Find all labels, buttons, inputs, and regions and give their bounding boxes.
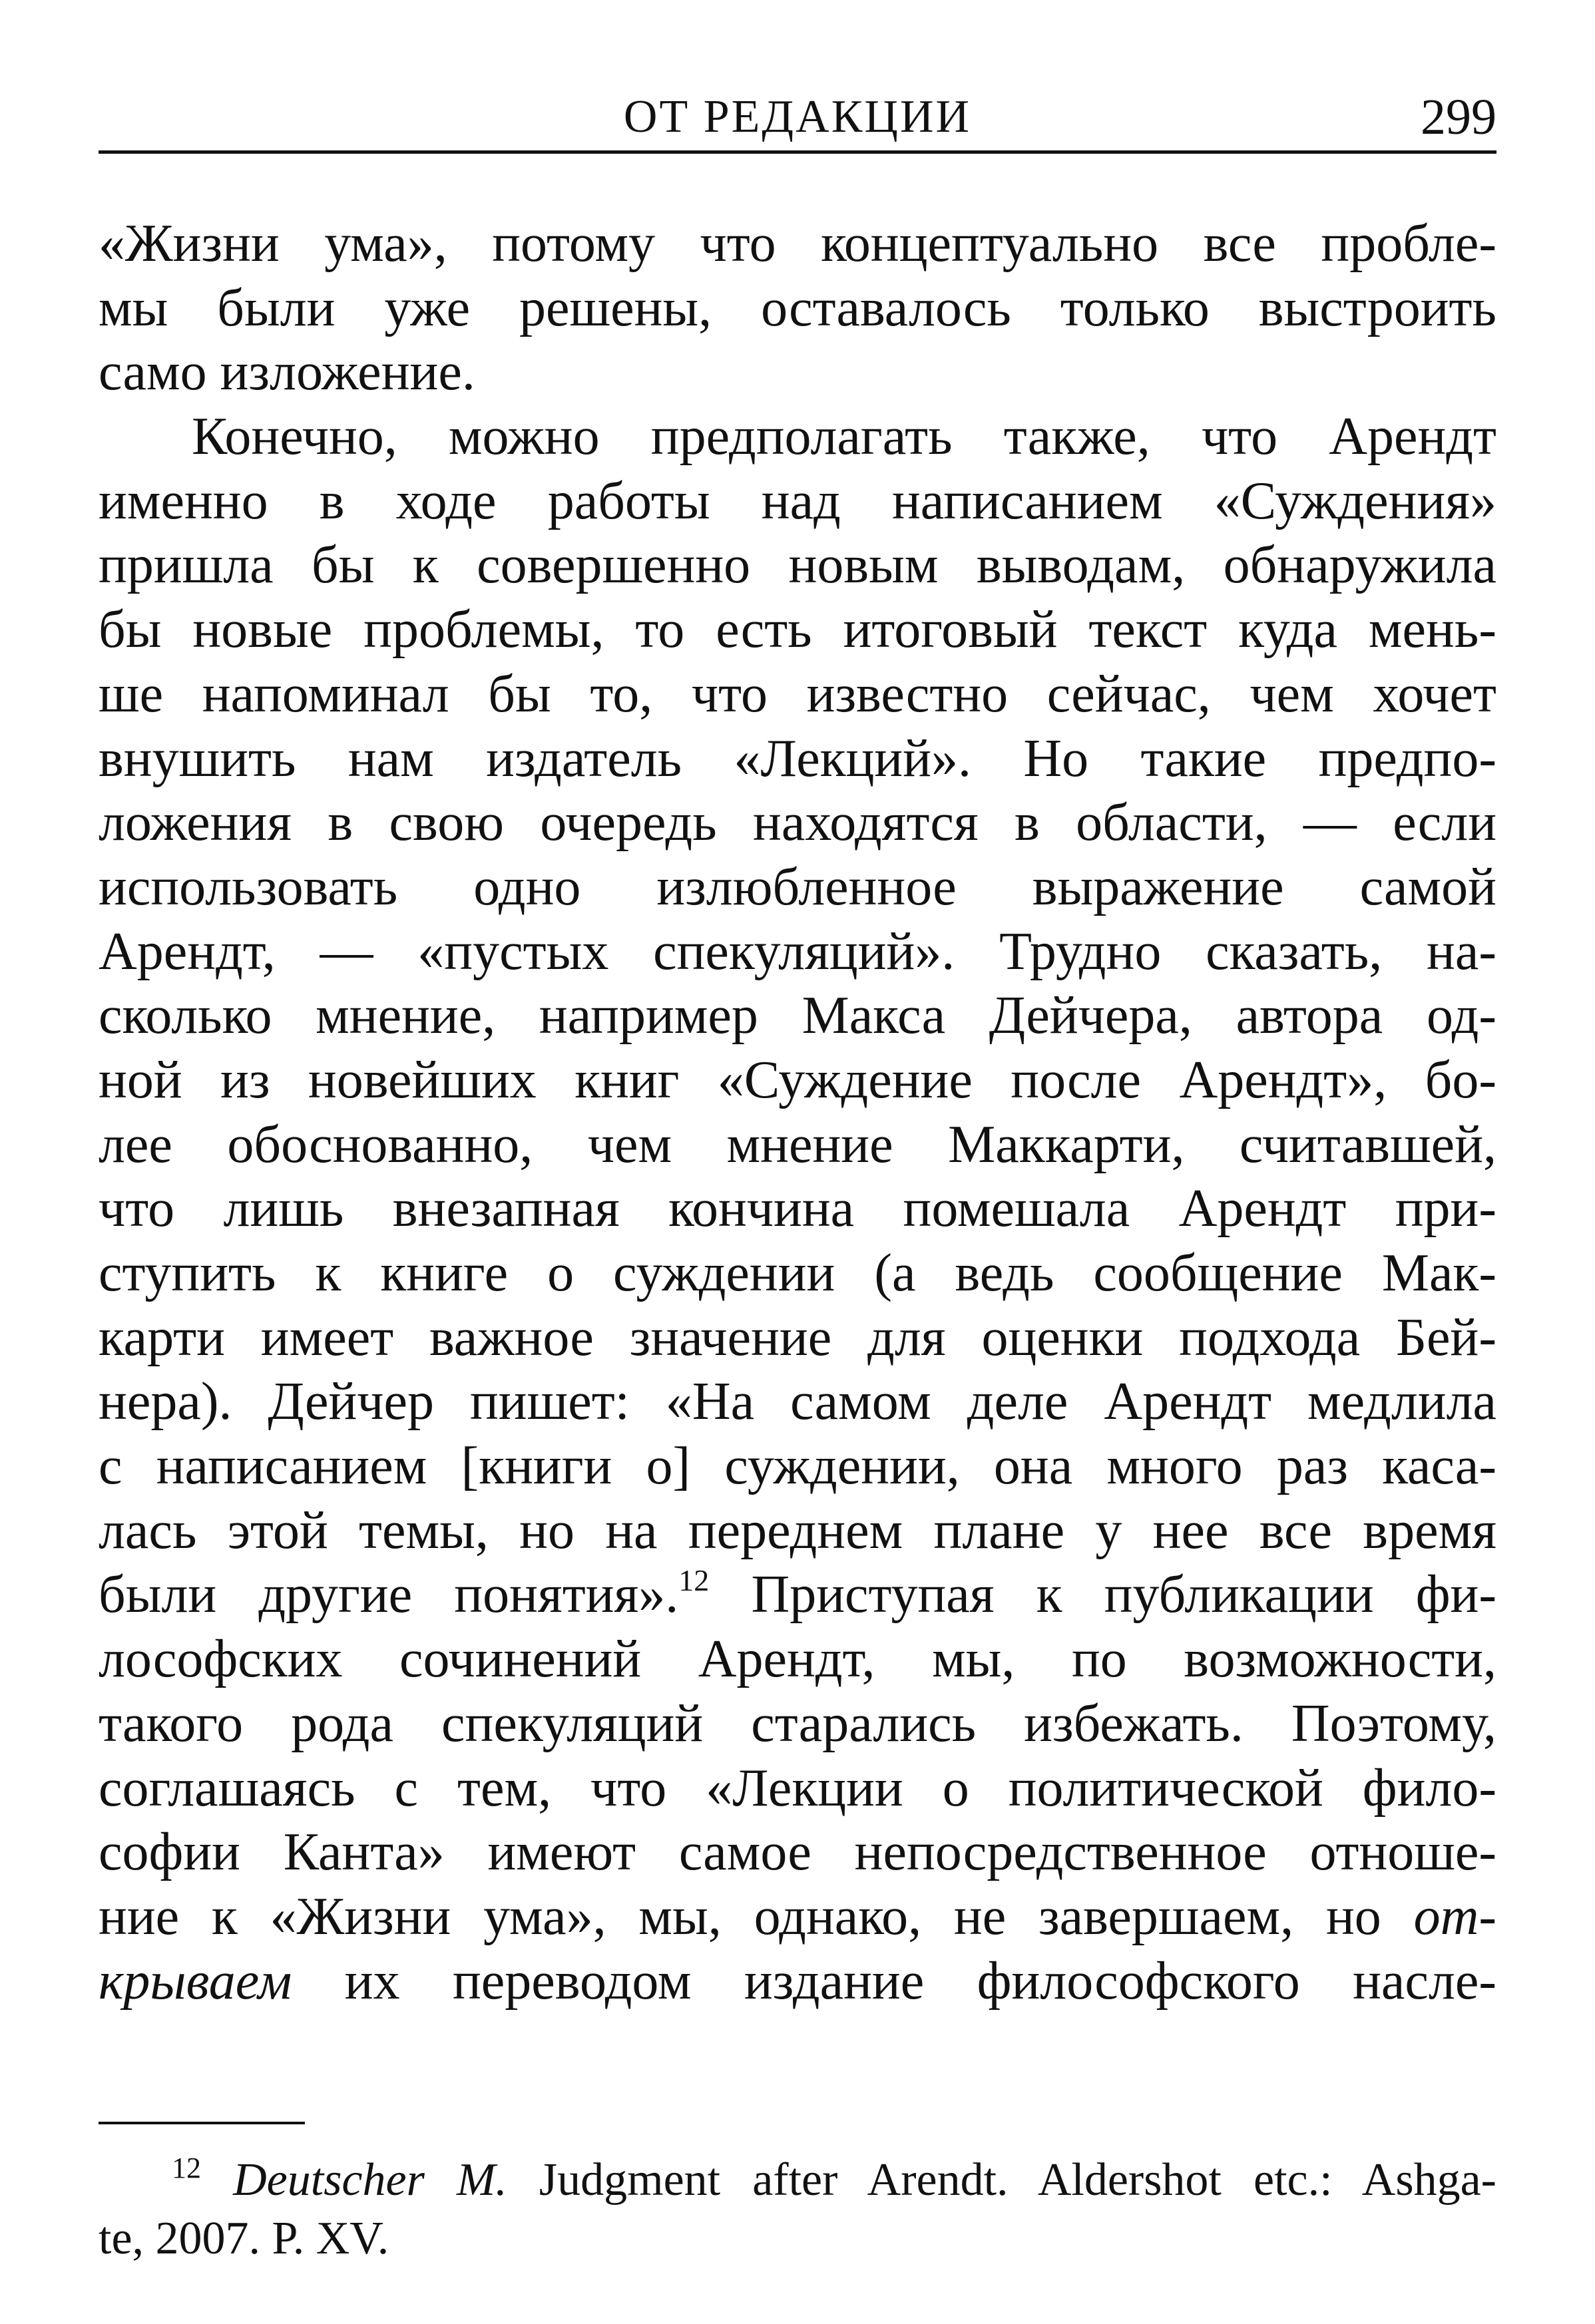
body-text [99, 212, 1496, 2013]
text-line: лософских сочинений Арендт, мы, по возможности, [99, 1630, 1496, 1689]
footnote-text: Judgment after Arendt. Aldershot etc.: Ashga- [507, 2154, 1496, 2206]
text-line: именно в ходе работы над написанием «Суждения» [99, 471, 1496, 530]
text-line: ной из новейших книг «Суждение после Арендт», бо- [99, 1050, 1496, 1109]
text-segment: Приступая к публикации фи- [709, 1565, 1496, 1625]
text-line: бы новые проблемы, то есть итоговый текст куда мень- [99, 600, 1496, 660]
text-line: само изложение. [99, 343, 475, 402]
text-line [99, 1949, 1496, 2014]
page-number: 299 [1421, 89, 1496, 145]
text-line: использовать одно излюбленное выражение самой [99, 857, 1496, 916]
text-line-with-footnote-ref [99, 1563, 1496, 1627]
footnote-separator [99, 2122, 305, 2124]
text-line: лась этой темы, но на переднем плане у нее все время [99, 1501, 1496, 1560]
text-line: карти имеет важное значение для оценки подхода Бей- [99, 1308, 1496, 1367]
text-segment: были другие понятия». [99, 1565, 679, 1625]
running-header [99, 85, 1496, 149]
text-segment: их переводом издание философского насле- [292, 1951, 1496, 2011]
text-line: сколько мнение, например Макса Дейчера, автора од- [99, 986, 1496, 1046]
text-segment: ние к «Жизни ума», мы, однако, не завершаем, но [99, 1887, 1414, 1946]
footnote [99, 2151, 1496, 2268]
text-line [99, 1885, 1496, 1949]
text-line: мы были уже решены, оставалось только выстроить [99, 278, 1496, 337]
text-line: лее обоснованно, чем мнение Маккарти, считавшей, [99, 1115, 1496, 1174]
footnote-marker: 12 [172, 2152, 201, 2184]
text-line: ше напоминал бы то, что известно сейчас, чем хочет [99, 664, 1496, 723]
text-line: такого рода спекуляций старались избежать. Поэтому, [99, 1694, 1496, 1753]
text-line: софии Канта» имеют самое непосредственное отноше- [99, 1823, 1496, 1882]
text-line: соглашаясь с тем, что «Лекции о политической фило- [99, 1758, 1496, 1818]
italic-text: от- [1413, 1887, 1496, 1946]
text-line: Арендт, — «пустых спекуляций». Трудно сказать, на- [99, 922, 1496, 981]
text-line: ступить к книге о суждении (а ведь сообщение Мак- [99, 1244, 1496, 1302]
header-rule [99, 150, 1496, 154]
text-line: нера). Дейчер пишет: «На самом деле Арендт медлила [99, 1372, 1496, 1432]
text-line: ложения в свою очередь находятся в области, — если [99, 793, 1496, 853]
footnote-author: Deutscher M. [233, 2154, 507, 2206]
text-line: внушить нам издатель «Лекций». Но такие предпо- [99, 729, 1496, 788]
text-line: что лишь внезапная кончина помешала Арендт при- [99, 1179, 1496, 1239]
footnote-reference: 12 [678, 1563, 710, 1598]
footnote-line [99, 2151, 1496, 2210]
text-line: Конечно, можно предполагать также, что Арендт [192, 407, 1496, 467]
text-line: «Жизни ума», потому что концептуально все пробле- [99, 214, 1496, 273]
italic-text: крываем [99, 1951, 292, 2011]
footnote-line: te, 2007. P. XV. [99, 2213, 389, 2264]
text-line: пришла бы к совершенно новым выводам, обнаружила [99, 536, 1496, 595]
text-line: с написанием [книги о] суждении, она много раз каса- [99, 1437, 1496, 1496]
header-title: ОТ РЕДАКЦИИ [623, 91, 972, 142]
